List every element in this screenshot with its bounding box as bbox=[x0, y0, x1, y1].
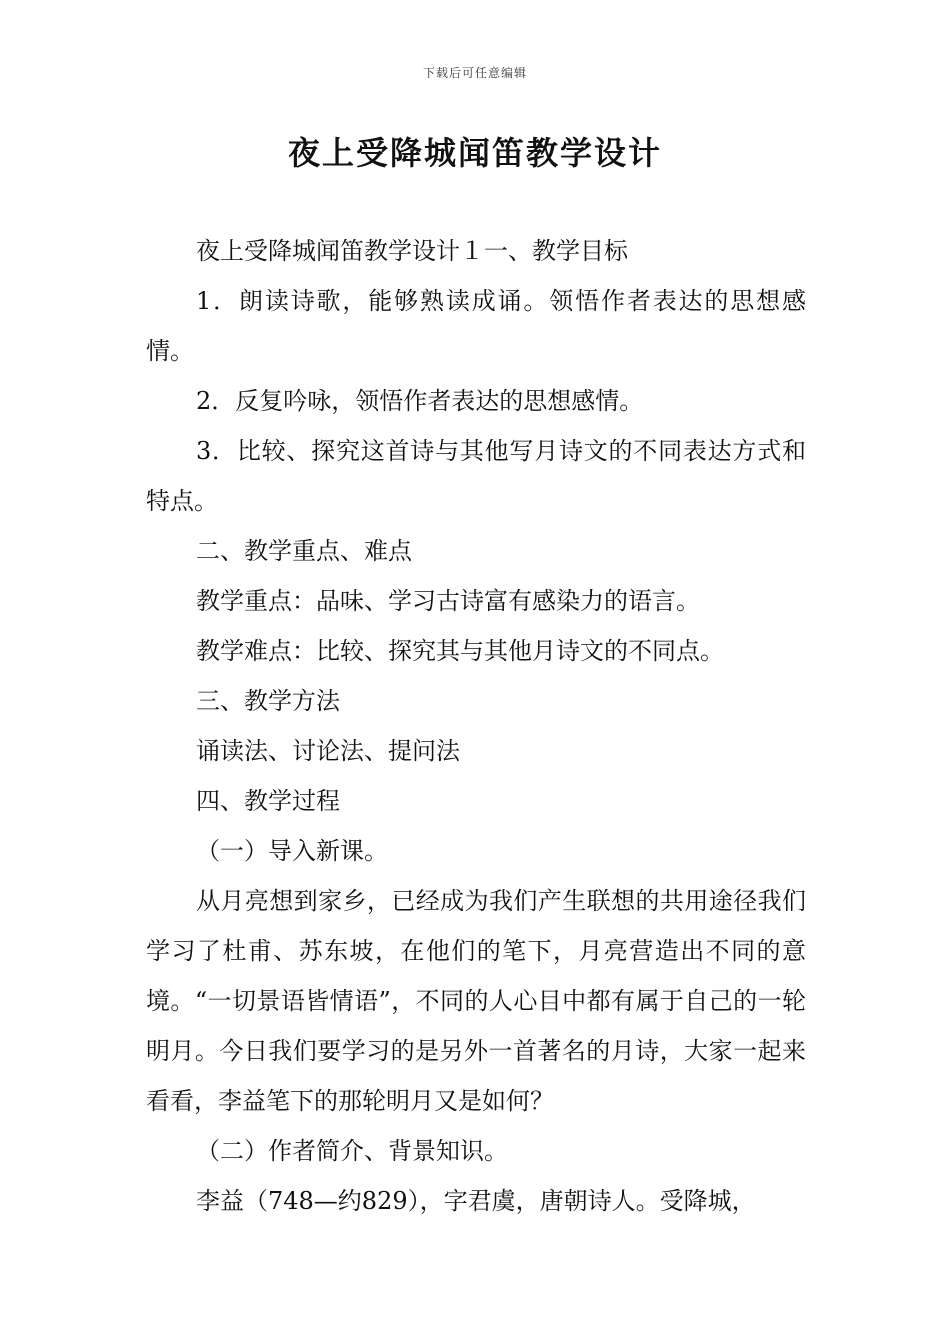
document-body bbox=[146, 226, 806, 1226]
document-title: 夜上受降城闻笛教学设计 bbox=[287, 134, 662, 172]
paragraph-goal-1: 1．朗读诗歌，能够熟读成诵。领悟作者表达的思想感情。 bbox=[146, 287, 806, 365]
paragraph-introduction: 从月亮想到家乡，已经成为我们产生联想的共用途径我们学习了杜甫、苏东坡，在他们的笔下，月亮营造出不同的意境。“一切景语皆情语”，不同的人心目中都有属于自己的一轮明月。今日我们要学习的是另外一首著名的月诗，大家一起来看看，李益笔下的那轮明月又是如何？ bbox=[146, 887, 806, 1115]
paragraph-key-point: 教学重点：品味、学习古诗富有感染力的语言。 bbox=[196, 587, 700, 615]
paragraph-difficult-point: 教学难点：比较、探究其与其他月诗文的不同点。 bbox=[196, 637, 724, 665]
paragraph-goal-2: 2．反复吟咏，领悟作者表达的思想感情。 bbox=[196, 387, 644, 415]
paragraph-goals-heading: 夜上受降城闻笛教学设计１一、教学目标 bbox=[196, 237, 628, 265]
paragraph-methods: 诵读法、讨论法、提问法 bbox=[196, 737, 460, 765]
paragraph-author: 李益（748—约829），字君虞，唐朝诗人。受降城， bbox=[196, 1187, 756, 1215]
paragraph-key-points-heading: 二、教学重点、难点 bbox=[196, 537, 412, 565]
paragraph-introduction-heading: （一）导入新课。 bbox=[196, 837, 388, 865]
paragraph-methods-heading: 三、教学方法 bbox=[196, 687, 340, 715]
paragraph-goal-3: 3．比较、探究这首诗与其他写月诗文的不同表达方式和特点。 bbox=[146, 437, 806, 515]
header-note: 下载后可任意编辑 bbox=[422, 66, 527, 80]
paragraph-author-heading: （二）作者简介、背景知识。 bbox=[196, 1137, 508, 1165]
paragraph-process-heading: 四、教学过程 bbox=[196, 787, 340, 815]
